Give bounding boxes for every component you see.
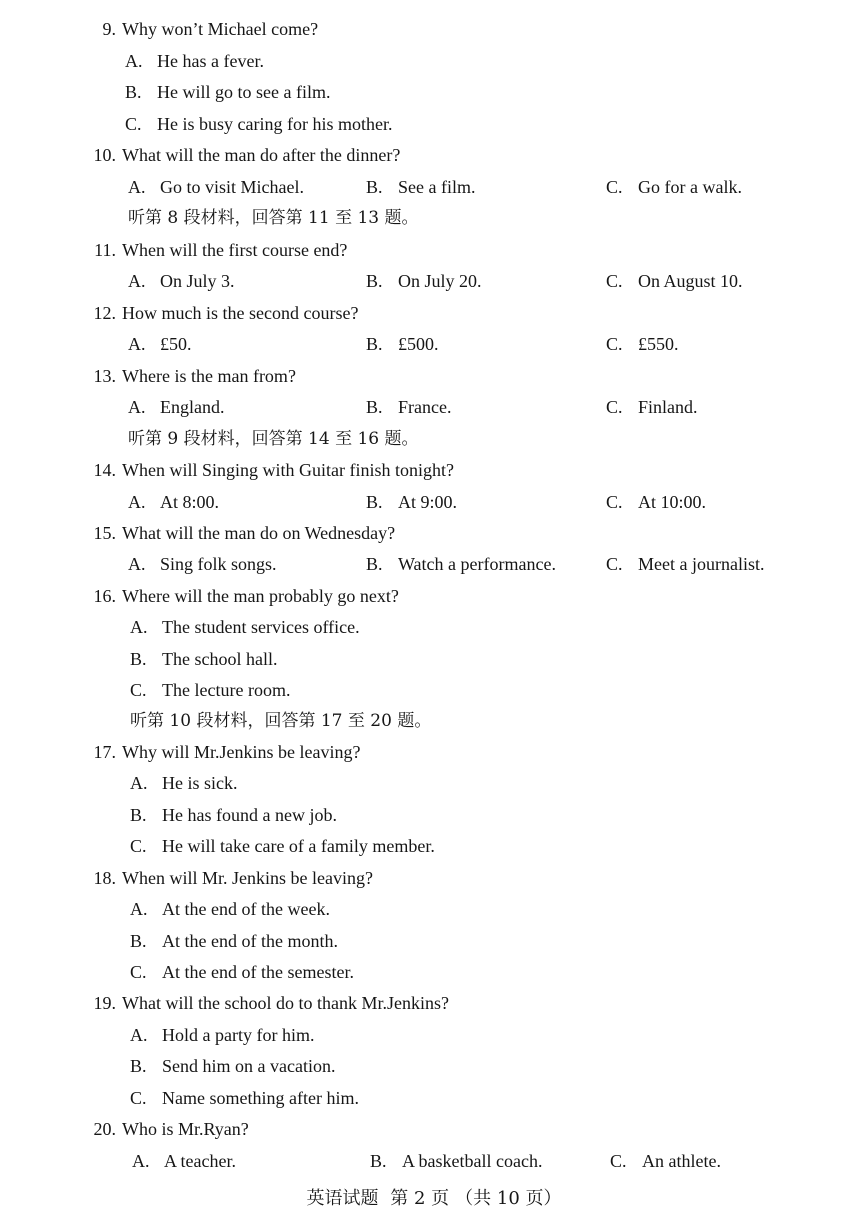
- question-20: [80, 1114, 249, 1144]
- option-letter: C.: [125, 114, 142, 134]
- section-instruction: 听第 10 段材料，回答第 17 至 20 题。: [130, 711, 432, 731]
- question-text: What will the school do to thank Mr.Jenkins?: [122, 993, 449, 1013]
- option-letter: B.: [366, 271, 383, 291]
- option-c: [606, 392, 698, 422]
- option-c: [130, 675, 290, 705]
- question-text: Where is the man from?: [122, 366, 296, 386]
- question-number: 16.: [93, 586, 116, 606]
- option-text: Hold a party for him.: [162, 1025, 315, 1045]
- options-row: [0, 392, 868, 422]
- option-text: Sing folk songs.: [160, 554, 277, 574]
- option-text: On July 3.: [160, 271, 235, 291]
- option-text: Send him on a vacation.: [162, 1056, 336, 1076]
- option-b: [366, 487, 457, 517]
- option-letter: A.: [130, 1025, 148, 1045]
- options-row: [0, 172, 868, 202]
- option-text: At the end of the semester.: [162, 962, 354, 982]
- option-text: He will go to see a film.: [157, 82, 331, 102]
- option-text: Name something after him.: [162, 1088, 359, 1108]
- question-number: 14.: [93, 460, 116, 480]
- option-letter: B.: [366, 177, 383, 197]
- question-number: 20.: [93, 1119, 116, 1139]
- option-a: [130, 612, 360, 642]
- option-c: [606, 266, 743, 296]
- footer-total-pages: （共 10 页）: [455, 1188, 562, 1209]
- option-a: [128, 487, 219, 517]
- option-a: [128, 172, 304, 202]
- option-b: [366, 392, 451, 422]
- option-letter: C.: [610, 1151, 627, 1171]
- option-text: £550.: [638, 334, 679, 354]
- question-19: [80, 988, 449, 1018]
- options-row: [0, 329, 868, 359]
- option-letter: B.: [130, 649, 147, 669]
- option-letter: C.: [130, 962, 147, 982]
- option-letter: B.: [366, 554, 383, 574]
- option-c: [606, 329, 679, 359]
- option-text: At 8:00.: [160, 492, 220, 512]
- option-text: France.: [398, 397, 452, 417]
- question-text: When will the first course end?: [122, 240, 348, 260]
- option-text: At 10:00.: [638, 492, 707, 512]
- option-b: [366, 549, 556, 579]
- option-c: [130, 957, 354, 987]
- option-letter: A.: [128, 177, 146, 197]
- option-text: Watch a performance.: [398, 554, 556, 574]
- option-letter: B.: [130, 1056, 147, 1076]
- option-text: He has found a new job.: [162, 805, 337, 825]
- options-row: [0, 549, 868, 579]
- section-instruction: 听第 8 段材料，回答第 11 至 13 题。: [128, 208, 419, 228]
- option-a: [128, 549, 277, 579]
- question-14: [80, 455, 454, 485]
- option-b: [366, 172, 475, 202]
- options-row: [0, 487, 868, 517]
- option-text: £50.: [160, 334, 192, 354]
- option-a: [130, 1020, 314, 1050]
- question-text: What will the man do on Wednesday?: [122, 523, 396, 543]
- question-text: Why will Mr.Jenkins be leaving?: [122, 742, 361, 762]
- option-letter: A.: [130, 773, 148, 793]
- question-number: 9.: [102, 19, 116, 39]
- option-letter: B.: [366, 397, 383, 417]
- question-13: [80, 361, 296, 391]
- question-text: Why won’t Michael come?: [122, 19, 319, 39]
- option-text: A basketball coach.: [402, 1151, 543, 1171]
- option-letter: C.: [606, 554, 623, 574]
- option-b: [130, 644, 277, 674]
- option-text: At 9:00.: [398, 492, 458, 512]
- option-text: £500.: [398, 334, 439, 354]
- option-letter: C.: [130, 836, 147, 856]
- option-letter: C.: [130, 1088, 147, 1108]
- option-a: [130, 894, 330, 924]
- question-text: How much is the second course?: [122, 303, 359, 323]
- option-text: Go to visit Michael.: [160, 177, 304, 197]
- option-text: He will take care of a family member.: [162, 836, 435, 856]
- option-letter: B.: [366, 492, 383, 512]
- option-letter: C.: [130, 680, 147, 700]
- option-text: Go for a walk.: [638, 177, 742, 197]
- option-a: [130, 768, 238, 798]
- option-letter: A.: [132, 1151, 150, 1171]
- question-number: 19.: [93, 993, 116, 1013]
- question-11: [80, 235, 347, 265]
- option-text: At the end of the month.: [162, 931, 338, 951]
- footer-subject: 英语试题: [306, 1188, 379, 1209]
- option-text: He is busy caring for his mother.: [157, 114, 393, 134]
- option-letter: C.: [606, 397, 623, 417]
- option-b: [370, 1146, 542, 1176]
- option-text: The school hall.: [162, 649, 278, 669]
- option-letter: A.: [128, 271, 146, 291]
- question-number: 13.: [93, 366, 116, 386]
- page-footer: [0, 1184, 868, 1214]
- question-number: 17.: [93, 742, 116, 762]
- question-17: [80, 737, 360, 767]
- option-text: He has a fever.: [157, 51, 264, 71]
- option-b: [130, 926, 338, 956]
- question-text: What will the man do after the dinner?: [122, 145, 401, 165]
- option-letter: B.: [370, 1151, 387, 1171]
- option-letter: A.: [130, 899, 148, 919]
- question-9: [80, 14, 318, 44]
- option-a: [128, 329, 192, 359]
- question-number: 15.: [93, 523, 116, 543]
- option-text: At the end of the week.: [162, 899, 330, 919]
- option-letter: C.: [606, 492, 623, 512]
- option-letter: B.: [125, 82, 142, 102]
- question-number: 12.: [93, 303, 116, 323]
- options-row: [0, 1146, 868, 1176]
- option-c: [610, 1146, 721, 1176]
- question-16: [80, 581, 399, 611]
- option-b: [130, 1051, 335, 1081]
- option-text: A teacher.: [164, 1151, 236, 1171]
- footer-page-number: 第 2 页: [390, 1188, 450, 1209]
- option-a: [128, 392, 225, 422]
- question-text: Where will the man probably go next?: [122, 586, 399, 606]
- option-a: [125, 46, 264, 76]
- option-b: [130, 800, 337, 830]
- option-c: [606, 549, 764, 579]
- question-number: 18.: [93, 868, 116, 888]
- option-letter: A.: [125, 51, 143, 71]
- option-text: On July 20.: [398, 271, 482, 291]
- option-text: An athlete.: [642, 1151, 721, 1171]
- option-letter: A.: [128, 492, 146, 512]
- option-text: The lecture room.: [162, 680, 291, 700]
- question-text: When will Singing with Guitar finish tonight?: [122, 460, 454, 480]
- option-text: He is sick.: [162, 773, 238, 793]
- section-instruction: 听第 9 段材料，回答第 14 至 16 题。: [128, 429, 419, 449]
- option-text: Meet a journalist.: [638, 554, 765, 574]
- option-letter: B.: [366, 334, 383, 354]
- option-c: [130, 831, 435, 861]
- question-10: [80, 140, 400, 170]
- option-letter: A.: [130, 617, 148, 637]
- option-text: Finland.: [638, 397, 698, 417]
- option-text: See a film.: [398, 177, 476, 197]
- option-c: [606, 487, 706, 517]
- option-letter: A.: [128, 334, 146, 354]
- question-15: [80, 518, 395, 548]
- option-c: [125, 109, 392, 139]
- option-letter: C.: [606, 271, 623, 291]
- question-number: 11.: [94, 240, 116, 260]
- option-letter: B.: [130, 805, 147, 825]
- option-letter: B.: [130, 931, 147, 951]
- options-row: [0, 266, 868, 296]
- question-12: [80, 298, 358, 328]
- option-a: [128, 266, 235, 296]
- question-number: 10.: [93, 145, 116, 165]
- option-b: [366, 266, 482, 296]
- option-letter: C.: [606, 177, 623, 197]
- option-b: [366, 329, 439, 359]
- question-18: [80, 863, 373, 893]
- option-text: On August 10.: [638, 271, 743, 291]
- option-c: [606, 172, 742, 202]
- option-letter: A.: [128, 554, 146, 574]
- option-c: [130, 1083, 359, 1113]
- option-letter: C.: [606, 334, 623, 354]
- option-text: The student services office.: [162, 617, 360, 637]
- option-letter: A.: [128, 397, 146, 417]
- option-a: [132, 1146, 236, 1176]
- option-b: [125, 77, 330, 107]
- question-text: When will Mr. Jenkins be leaving?: [122, 868, 373, 888]
- option-text: England.: [160, 397, 225, 417]
- question-text: Who is Mr.Ryan?: [122, 1119, 249, 1139]
